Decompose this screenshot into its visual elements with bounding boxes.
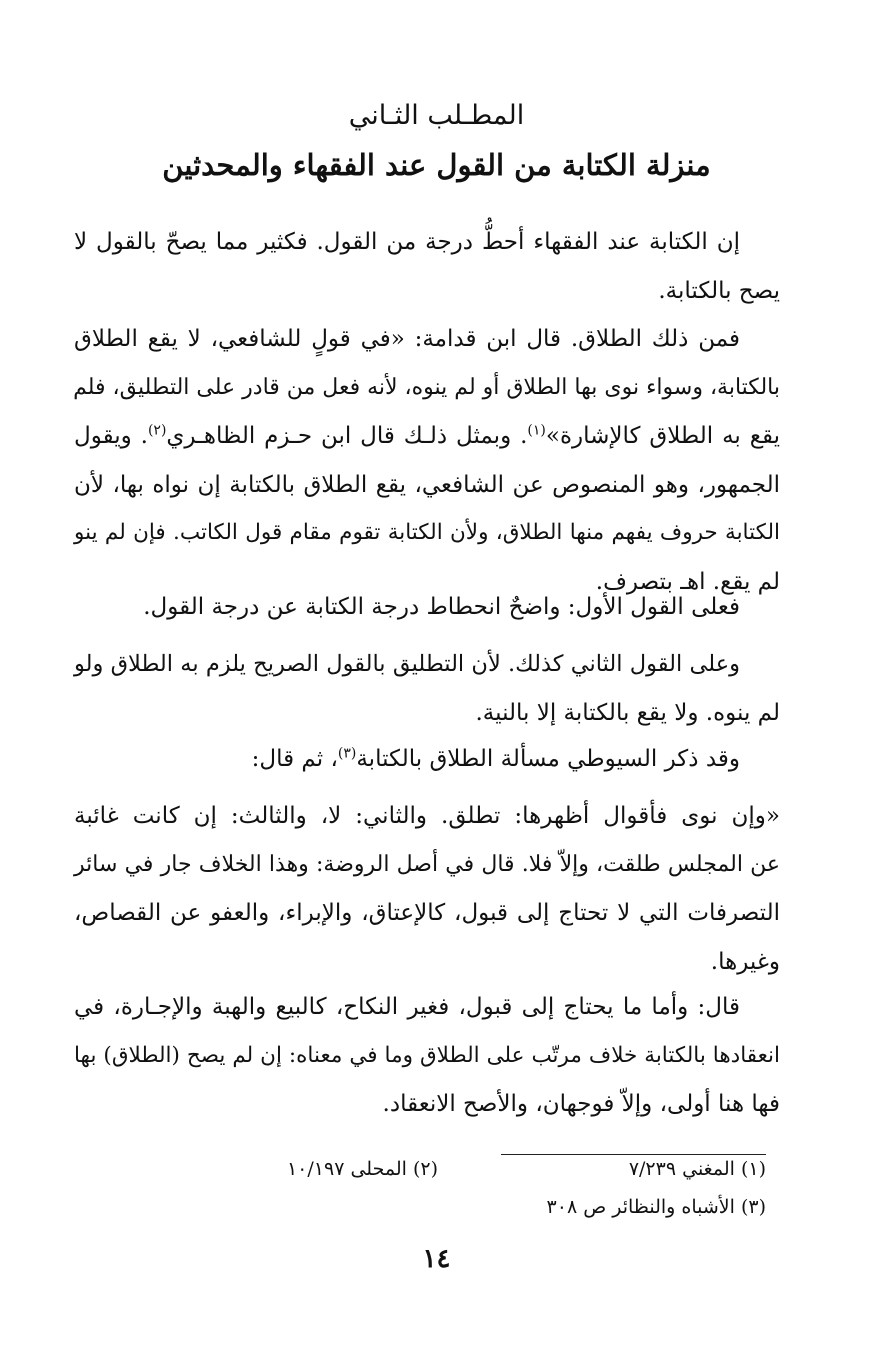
text-fragment: . ويقول xyxy=(74,423,148,449)
text-fragment: يقع به الطلاق كالإشارة» xyxy=(545,423,780,449)
paragraph-2 xyxy=(74,315,780,606)
text-line: فمن ذلك الطلاق. قال ابن قدامة: «في قولٍ للشافعي، لا يقع الطلاق xyxy=(74,326,740,352)
text-line: وغيرها. xyxy=(710,948,780,975)
text-line: التصرفات التي لا تحتاج إلى قبول، كالإعتاق، والإبراء، والعفو عن القصاص، xyxy=(74,900,780,926)
text-fragment: ، ثم قال: xyxy=(251,746,338,772)
footnote-separator xyxy=(501,1154,766,1155)
text-line: فها هنا أولى، وإلاّ فوجهان، والأصح الانعقاد. xyxy=(382,1091,780,1117)
paragraph-7 xyxy=(74,983,780,1129)
text-line: الجمهور، وهو المنصوص عن الشافعي، يقع الطلاق بالكتابة إن نواه بها، لأن xyxy=(74,471,780,498)
text-line: «وإن نوى فأقوال أظهرها: تطلق. والثاني: لا، والثالث: إن كانت غائبة xyxy=(74,803,780,829)
section-title: منزلة الكتابة من القول عند الفقهاء والمحدثين xyxy=(162,148,711,182)
footnote xyxy=(629,1158,766,1180)
text-fragment: وقد ذكر السيوطي مسألة الطلاق بالكتابة xyxy=(356,746,740,772)
footnote-number: (١) xyxy=(740,1158,766,1180)
text-line: انعقادها بالكتابة خلاف مرتّب على الطلاق وما في معناه: إن لم يصح (الطلاق) بها xyxy=(74,1042,780,1068)
footnote-ref[interactable]: (٣) xyxy=(337,745,357,762)
text-line: قال: وأما ما يحتاج إلى قبول، فغير النكاح، كالبيع والهبة والإجـارة، في xyxy=(74,994,740,1020)
text-fragment: . وبمثل ذلـك قال ابن حـزم الظاهـري xyxy=(166,423,528,449)
footnote-text: المحلى ١٠/١٩٧ xyxy=(286,1158,407,1180)
footnote-number: (٢) xyxy=(412,1158,438,1180)
text-line: الكتابة حروف يفهم منها الطلاق، ولأن الكتابة تقوم مقام قول الكاتب. فإن لم ينو xyxy=(74,520,780,545)
paragraph-5 xyxy=(74,735,780,784)
text-line: إن الكتابة عند الفقهاء أحطُّ درجة من القول. فكثير مما يصحّ بالقول لا xyxy=(74,229,740,255)
footnote-text: المغني ٧/٢٣٩ xyxy=(628,1158,735,1180)
footnote-ref[interactable]: (٢) xyxy=(147,422,167,439)
text-line xyxy=(74,412,780,461)
footnote-number: (٣) xyxy=(740,1196,766,1218)
paragraph-1 xyxy=(74,218,780,315)
text-line: يصح بالكتابة. xyxy=(658,277,780,304)
paragraph-3 xyxy=(74,583,780,632)
text-line: لم يقع. اهـ بتصرف. xyxy=(595,568,780,595)
footnote xyxy=(547,1196,766,1218)
text-line: فعلى القول الأول: واضحٌ انحطاط درجة الكتابة عن درجة القول. xyxy=(143,594,740,620)
footnote-ref[interactable]: (١) xyxy=(527,422,546,439)
text-line: عن المجلس طلقت، وإلاّ فلا. قال في أصل الروضة: وهذا الخلاف جار في سائر xyxy=(74,851,780,877)
text-line xyxy=(74,735,780,784)
footnote-text: الأشباه والنظائر ص ٣٠٨ xyxy=(546,1196,735,1218)
text-line: وعلى القول الثاني كذلك. لأن التطليق بالقول الصريح يلزم به الطلاق ولو xyxy=(74,651,740,677)
text-line: بالكتابة، وسواء نوى بها الطلاق أو لم ينوه، لأنه فعل من قادر على التطليق، فلم xyxy=(73,374,780,400)
section-label: المطـلب الثـاني xyxy=(348,100,525,131)
page-number: ١٤ xyxy=(422,1244,451,1274)
text-line: لم ينوه. ولا يقع بالكتابة إلا بالنية. xyxy=(475,699,780,726)
paragraph-6 xyxy=(74,792,780,986)
paragraph-4 xyxy=(74,640,780,737)
footnote xyxy=(287,1158,438,1180)
